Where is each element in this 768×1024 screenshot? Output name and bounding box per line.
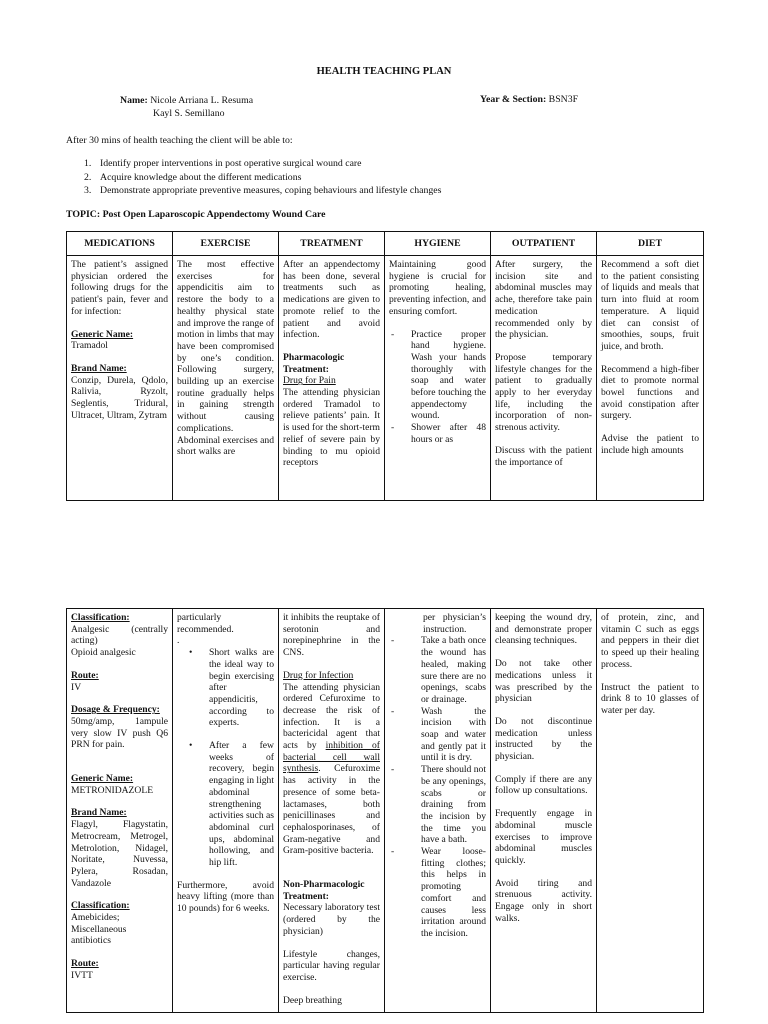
intro-text: After 30 mins of health teaching the client will be able to: [66,135,293,146]
student-name-2: Kayl S. Semillano [153,108,225,119]
table-header-row [67,232,704,256]
hygiene-cell: Maintaining good hygiene is crucial for promoting healing, preventing infection, and ensuring comfort. - Practice proper hand hygiene. Wash your hands thoroughly with soap and water before touching the appendectomy wound. - Shower after 48 hours or as [385,256,491,501]
column-header-medications: MEDICATIONS [67,232,173,256]
teaching-plan-table-part1 [66,231,704,501]
student-name-1: Nicole Arriana L. Resuma [150,95,254,106]
year-section [480,94,578,106]
teaching-plan-table-part2 [66,608,704,1013]
list-item: - Take a bath once the wound has healed, making sure there are no openings, scabs or drainage. [391,635,486,705]
objective-item: 3. Demonstrate appropriate preventive measures, coping behaviours and lifestyle changes [84,185,442,196]
column-header-exercise: EXERCISE [173,232,279,256]
outpatient-cell: keeping the wound dry, and demonstrate proper cleansing techniques. Do not take other medications unless it was prescribed by the physician Do not discontinue medication unless instructed by the physician. Comply if there are any follow up consultations. Frequently engage in abdominal muscle exercises to improve abdominal muscles quickly. Avoid tiring and strenuous activity. Engage only in short walks. [491,609,597,1013]
list-item: - Practice proper hand hygiene. Wash your hands thoroughly with soap and water before touching the appendectomy wound. [391,328,486,422]
exercise-cell: particularly recommended. . • Short walks are the ideal way to begin exercising after appendicitis, according to experts. • After a few weeks of recovery, begin engaging in light abdominal strengthening activities such as abdominal curl ups, abdominal hollowing, and hip lift. Furthermore, avoid heavy lifting (more than 10 pounds) for 6 weeks. [173,609,279,1013]
medications-cell: The patient’s assigned physician ordered the following drugs for the patient's pain, fever and for infection: Generic Name: Tramadol Brand Name: Conzip, Durela, Qdolo, Ralivia, Ryzolt, Seglentis, Tridural, Ultracet, Ultram, Zytram [67,256,173,501]
page-title: HEALTH TEACHING PLAN [316,66,452,77]
list-item: - Wear loose-fitting clothes; this helps in promoting comfort and causes less irritation around the incision. [391,846,486,939]
list-item: - Wash the incision with soap and water and gently pat it until it is dry. [391,705,486,764]
topic-value: Post Open Laparoscopic Appendectomy Wound Care [102,209,326,220]
column-header-hygiene: HYGIENE [385,232,491,256]
list-item: - Shower after 48 hours or as [391,422,486,445]
list-item: - There should not be any openings, scabs or draining from the incision by the time you have a bath. [391,764,487,846]
column-header-diet: DIET [597,232,704,256]
hygiene-cell: per physician’s instruction. - Take a bath once the wound has healed, making sure there are no openings, scabs or drainage. - Wash the incision with soap and water and gently pat it until it is dry. - There should not be any openings, scabs or draining from the incision by the time you have a bath. - Wear loose-fitting clothes; this helps in promoting comfort and causes less irritation around the incision. [385,609,491,1013]
exercise-cell: The most effective exercises for appendicitis aim to restore the body to a healthy physical state and improve the range of motion in limbs that may have been compromised by one’s condition. Following surgery, building up an exercise routine gradually helps in gaining strength without causing complications. Abdominal exercises and short walks are [173,256,279,501]
name-label: Name: [120,95,148,106]
column-header-outpatient: OUTPATIENT [491,232,597,256]
diet-cell: Recommend a soft diet to the patient consisting of liquids and meals that turn into fluid at room temperature. A liquid diet can consist of smoothies, soups, fruit juice, and broth. Recommend a high-fiber diet to promote normal bowel functions and avoid constipation after surgery. Advise the patient to include high amounts [597,256,704,501]
column-header-treatment: TREATMENT [279,232,385,256]
medications-cell: Classification: Analgesic (centrally acting) Opioid analgesic Route: IV Dosage & Frequency: 50mg/amp, 1ampule very slow IV push Q6 PRN for pain. Generic Name: METRONIDAZOLE Brand Name: Flagyl, Flagystatin, Metrocream, Metrogel, Metrolotion, Nidagel, Noritate, Nuvessa, Pylera, Rosadan, Vandazole Classification: Amebicides; Miscellaneous antibiotics Route: IVTT [67,609,173,1013]
list-item: • Short walks are the ideal way to begin exercising after appendicitis, according to experts. [189,647,274,729]
list-item: • After a few weeks of recovery, begin engaging in light abdominal strengthening activities such as abdominal curl ups, abdominal hollowing, and hip lift. [189,740,275,869]
table-row [67,609,704,1013]
objective-item: 2. Acquire knowledge about the different medications [84,171,302,183]
student-names [120,94,253,120]
diet-cell: of protein, zinc, and vitamin C such as eggs and peppers in their diet to speed up their healing process. Instruct the patient to drink 8 to 10 glasses of water per day. [597,609,704,1013]
treatment-cell: After an appendectomy has been done, several treatments such as medications are given to promote relief to the patient and avoid infection. Pharmacologic Treatment: Drug for Pain The attending physician ordered Tramadol to relieve patients’ pain. It is used for the short-term relief of severe pain by binding to mu opioid receptors [279,256,385,501]
year-section-label: Year & Section: [480,94,547,105]
year-section-value: BSN3F [548,94,579,105]
topic-line [66,209,326,221]
objectives-list [66,157,441,198]
objective-item: 1. Identify proper interventions in post operative surgical wound care [84,158,362,169]
outpatient-cell: After surgery, the incision site and abdominal muscles may ache, therefore take pain medication recommended only by the physician. Propose temporary lifestyle changes for the patient to gradually apply to her everyday life, including the incorporation of non-strenous activity. Discuss with the patient the importance of [491,256,597,501]
treatment-cell: it inhibits the reuptake of serotonin and norepinephrine in the CNS. Drug for Infection The attending physician ordered Cefuroxime to decrease the risk of infection. It is a bactericidal agent that acts by inhibition of bacterial cell wall synthesis. Cefuroxime has activity in the presence of some beta-lactamases, both penicillinases and cephalosporinases, of Gram-negative and Gram-positive bacteria. Non-Pharmacologic Treatment: Necessary laboratory test (ordered by the physician) Lifestyle changes, particular having regular exercise. Deep breathing [279,609,385,1013]
topic-label: TOPIC: [66,209,101,220]
table-row [67,256,704,501]
